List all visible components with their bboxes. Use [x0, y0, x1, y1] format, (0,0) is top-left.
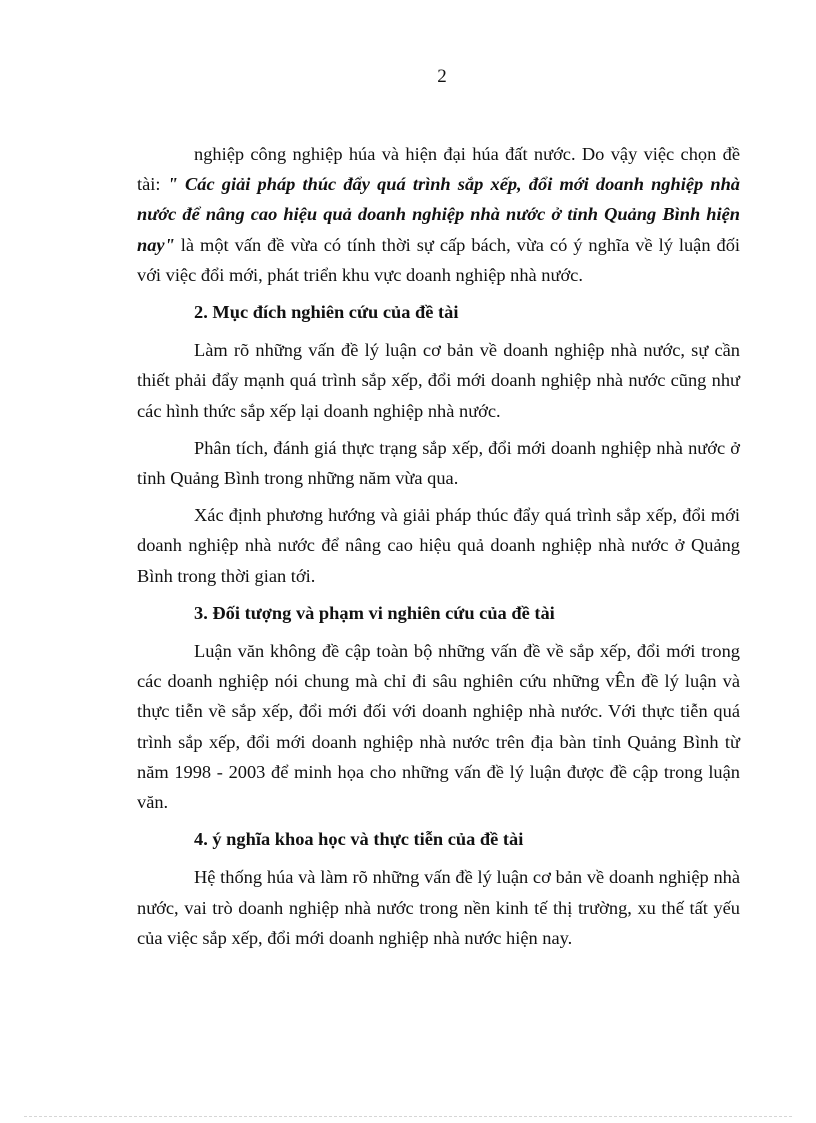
- section-2-heading: 2. Mục đích nghiên cứu của đề tài: [194, 302, 459, 323]
- document-body: [137, 139, 740, 960]
- section-2-paragraph-1: Làm rõ những vấn đề lý luận cơ bản về doanh nghiệp nhà nước, sự cần thiết phải đẩy mạnh quá trình sắp xếp, đổi mới doanh nghiệp nhà nước cũng như các hình thức sắp xếp lại doanh nghiệp nhà nước.: [137, 340, 740, 421]
- section-4-paragraph-1: Hệ thống húa và làm rõ những vấn đề lý luận cơ bản về doanh nghiệp nhà nước, vai trò doanh nghiệp nhà nước trong nền kinh tế thị trường, xu thế tất yếu của việc sắp xếp, đổi mới doanh nghiệp nhà nước hiện nay.: [137, 867, 740, 948]
- page-number: 2: [437, 66, 447, 87]
- thesis-title: " Các giải pháp thúc đẩy quá trình sắp xếp, đổi mới doanh nghiệp nhà nước để nâng cao hiệu quả doanh nghiệp nhà nước ở tỉnh Quảng Bình hiện nay": [137, 174, 740, 255]
- section-3-heading: 3. Đối tượng và phạm vi nghiên cứu của đề tài: [194, 602, 555, 623]
- page-bottom-border: [24, 1116, 792, 1117]
- intro-rest: là một vấn đề vừa có tính thời sự cấp bách, vừa có ý nghĩa về lý luận đối với việc đổi mới, phát triển khu vực doanh nghiệp nhà nước.: [137, 234, 740, 285]
- intro-text: nghiệp công nghiệp húa và hiện đại húa đất nước. Do vậy việc chọn đề tài:: [137, 144, 740, 195]
- section-2-paragraph-3: Xác định phương hướng và giải pháp thúc đẩy quá trình sắp xếp, đổi mới doanh nghiệp nhà nước để nâng cao hiệu quả doanh nghiệp nhà nước ở Quảng Bình trong thời gian tới.: [137, 505, 740, 586]
- section-4-heading: 4. ý nghĩa khoa học và thực tiễn của đề tài: [194, 829, 524, 850]
- section-3-paragraph-1: Luận văn không đề cập toàn bộ những vấn đề về sắp xếp, đổi mới trong các doanh nghiệp nói chung mà chỉ đi sâu nghiên cứu những vÊn đề lý luận và thực tiễn về sắp xếp, đổi mới đối với doanh nghiệp nhà nước. Với thực tiễn quá trình sắp xếp, đổi mới doanh nghiệp nhà nước trên địa bàn tỉnh Quảng Bình từ năm 1998 - 2003 để minh họa cho những vấn đề lý luận được đề cập trong luận văn.: [137, 641, 740, 813]
- section-2-paragraph-2: Phân tích, đánh giá thực trạng sắp xếp, đổi mới doanh nghiệp nhà nước ở tỉnh Quảng Bình trong những năm vừa qua.: [137, 437, 740, 489]
- intro-paragraph: [137, 139, 740, 290]
